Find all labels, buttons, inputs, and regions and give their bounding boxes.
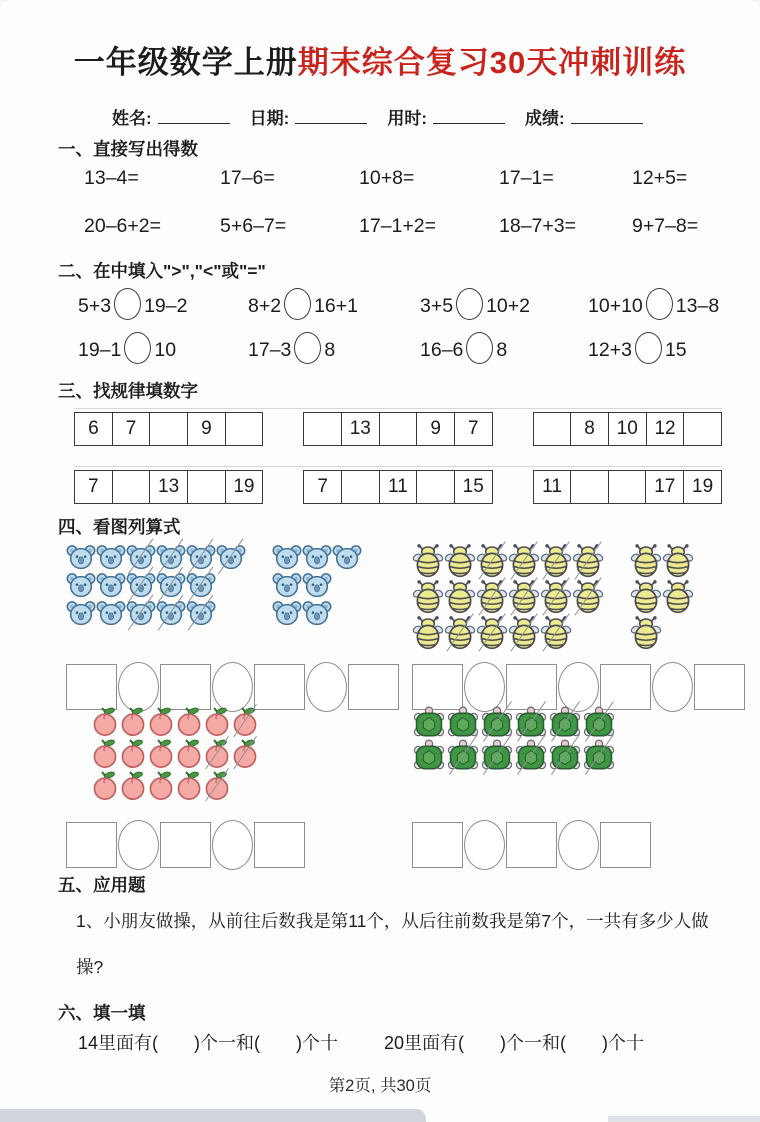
animal-row [630,616,694,650]
koala-icon [96,544,126,570]
photo-edge-artifact [0,1109,426,1122]
koala-icon [272,572,302,598]
turtle-icon [412,739,446,770]
photo-edge-artifact [608,1116,760,1122]
apple-icon [231,706,259,736]
compare-item [78,288,248,320]
animal-row [412,616,604,650]
compare-left-expression: 16–6 [420,339,464,361]
animal-row [66,544,246,570]
compare-item [420,332,588,364]
strip-row [74,408,722,446]
koala-icon [272,544,302,570]
apple-icon [119,738,147,768]
section2-rows [0,288,760,364]
answer-box-square[interactable] [506,664,557,710]
compare-right-expression: 16+1 [314,295,359,317]
strip-cell: 8 [571,413,609,446]
compare-answer-circle[interactable] [466,332,493,364]
equation-answer-boxes [412,820,760,870]
strip-cell: 7 [75,471,113,504]
strip-cell: 10 [608,413,646,446]
strip-empty-cell[interactable] [608,471,645,504]
number-strip [74,470,263,504]
compare-left-expression: 8+2 [248,295,282,317]
turtle-icon [582,739,616,770]
compare-answer-circle[interactable] [646,288,673,320]
answer-box-circle[interactable] [464,662,505,712]
compare-right-expression: 10+2 [486,295,531,317]
animal-row [272,600,362,626]
compare-right-expression: 10 [154,339,177,361]
number-strip [303,412,492,446]
compare-right-expression: 19–2 [144,295,188,317]
compare-item [78,332,248,364]
math-expression: 20–6+2= [84,215,162,237]
compare-item [588,288,760,320]
math-expression: 17–6= [220,167,275,189]
apple-icon [175,738,203,768]
koala-icon [272,600,302,626]
answer-box-square[interactable] [694,664,745,710]
strip-cell: 9 [188,413,226,446]
info-field [250,109,388,128]
info-field-label: 日期: [249,109,290,128]
animal-block [66,544,246,628]
apple-icon [147,706,175,736]
bee-icon [412,580,444,614]
apple-picture-problem [91,706,412,802]
animal-row [66,600,246,626]
bee-icon [572,544,604,578]
answer-shapes-row [66,820,760,868]
compare-right-expression: 13–8 [675,295,720,317]
fill-in-item: 14里面有( )个一和( )个十 [78,1033,338,1053]
picture-row [66,706,760,802]
turtle-icon [514,739,548,770]
apple-icon [119,770,147,800]
animal-block [412,706,616,772]
compare-right-expression: 8 [496,339,508,361]
compare-left-expression: 12+3 [588,339,632,361]
bee-icon [412,616,444,650]
section1-rows [0,166,760,238]
animal-row [66,572,246,598]
animal-row [412,544,604,578]
koala-icon [302,600,332,626]
animal-row [412,580,604,614]
strip-cell: 6 [75,413,113,446]
bee-icon [444,544,476,578]
compare-answer-circle[interactable] [124,332,151,364]
calc-row [84,214,760,238]
math-expression: 13–4= [84,167,139,189]
koala-icon [186,600,216,626]
compare-left-expression: 3+5 [420,295,454,317]
strip-cell: 19 [225,471,263,504]
apple-icon [91,738,119,768]
section3-strips [0,408,760,504]
answer-box-square[interactable] [66,822,117,868]
answer-box-square[interactable] [412,664,463,710]
strip-cell: 15 [454,471,492,504]
section3-heading: 三、找规律填数字 [58,381,198,401]
section6-heading: 六、填一填 [58,1003,146,1023]
turtle-picture-problem [412,706,760,802]
apple-icon [147,770,175,800]
bee-icon [630,580,662,614]
compare-item [248,288,420,320]
info-field [525,109,643,128]
turtle-icon [446,706,480,737]
turtle-icon [480,706,514,737]
math-expression: 5+6–7= [220,215,287,237]
compare-answer-circle[interactable] [284,288,311,320]
koala-icon [156,600,186,626]
section4-heading: 四、看图列算式 [58,517,181,537]
title-red: 期末综合复习30天冲刺训练 [297,45,687,80]
answer-box-square[interactable] [348,664,399,710]
koala-icon [96,600,126,626]
strip-cell: 13 [150,471,188,504]
compare-item [420,288,588,320]
bee-icon [508,616,540,650]
bee-icon [508,580,540,614]
animal-block [91,706,259,802]
bee-icon [444,580,476,614]
answer-box-circle[interactable] [558,820,599,870]
compare-answer-circle[interactable] [294,332,321,364]
apple-icon [203,770,231,800]
bee-icon [444,616,476,650]
answer-box-circle[interactable] [118,820,159,870]
compare-left-expression: 10+10 [588,295,643,317]
animal-block [412,544,604,652]
strip-cell: 12 [646,413,684,446]
equation-answer-boxes [412,662,760,712]
compare-left-expression: 19–1 [78,339,122,361]
page-title [0,0,760,82]
animal-block [272,544,362,628]
answer-box-circle[interactable] [558,662,599,712]
answer-shapes-row [66,662,760,710]
answer-box-circle[interactable] [212,820,253,870]
koala-icon [66,600,96,626]
apple-icon [147,738,175,768]
bee-icon [572,580,604,614]
answer-blank[interactable] [571,108,643,124]
strip-row [74,466,722,504]
apple-icon [175,770,203,800]
koala-icon [66,572,96,598]
math-expression: 9+7–8= [632,215,699,237]
picture-problems [0,544,760,868]
answer-box-circle[interactable] [306,662,347,712]
answer-box-square[interactable] [412,822,463,868]
animal-row [412,706,616,737]
answer-blank[interactable] [158,108,230,124]
koala-icon [302,572,332,598]
answer-box-circle[interactable] [652,662,693,712]
bee-icon [540,616,572,650]
info-row [112,104,760,128]
info-field-label: 姓名: [112,109,152,128]
strip-cell: 9 [417,413,455,446]
koala-icon [66,544,96,570]
koala-icon [302,544,332,570]
animal-row [630,544,694,578]
animal-row [272,544,362,570]
compare-right-expression: 15 [664,339,687,361]
answer-blank[interactable] [433,108,505,124]
turtle-icon [548,706,582,737]
equation-answer-boxes [66,820,412,870]
apple-icon [175,706,203,736]
word-problem: 1、小朋友做操，从前往后数我是第11个，从后往前数我是第7个，一共有多少人做操? [76,911,709,977]
section5-heading: 五、应用题 [58,875,146,895]
strip-empty-cell[interactable] [417,471,455,504]
strip-cell: 7 [454,413,492,446]
strip-empty-cell[interactable] [112,471,150,504]
number-strip [533,470,722,504]
answer-blank[interactable] [295,108,367,124]
apple-icon [119,706,147,736]
turtle-icon [446,739,480,770]
number-strip [303,470,492,504]
bee-icon [476,616,508,650]
section1-heading: 一、直接写出得数 [58,139,198,159]
koala-icon [216,544,246,570]
koala-icon [332,544,362,570]
strip-empty-cell[interactable] [304,413,342,446]
compare-item [588,332,760,364]
strip-empty-cell[interactable] [341,471,379,504]
number-strip [533,412,722,446]
animal-row [412,739,616,770]
bee-icon [540,544,572,578]
info-field-label: 用时: [387,109,428,128]
answer-box-square[interactable] [600,664,651,710]
bee-icon [476,544,508,578]
math-expression: 17–1+2= [359,215,437,237]
apple-icon [91,706,119,736]
picture-row [66,544,760,652]
koala-icon [96,572,126,598]
bee-icon [630,616,662,650]
calc-row [84,166,760,190]
turtle-icon [412,706,446,737]
compare-left-expression: 17–3 [248,339,292,361]
answer-box-square[interactable] [254,664,305,710]
animal-block [630,544,694,652]
compare-right-expression: 8 [324,339,336,361]
info-field [112,109,250,128]
equation-answer-boxes [66,662,412,712]
strip-cell: 11 [379,471,417,504]
math-expression: 17–1= [499,167,554,189]
strip-cell: 17 [646,471,684,504]
compare-answer-circle[interactable] [635,332,662,364]
answer-box-circle[interactable] [464,820,505,870]
apple-icon [91,770,119,800]
math-expression: 18–7+3= [499,215,577,237]
answer-box-circle[interactable] [118,662,159,712]
turtle-icon [514,706,548,737]
turtle-icon [548,739,582,770]
strip-empty-cell[interactable] [379,413,417,446]
answer-box-square[interactable] [160,822,211,868]
compare-row [78,332,760,364]
strip-empty-cell[interactable] [187,471,225,504]
animal-row [630,580,694,614]
turtle-icon [480,739,514,770]
apple-icon [203,738,231,768]
apple-icon [231,738,259,768]
strip-cell: 19 [684,471,722,504]
answer-box-square[interactable] [506,822,557,868]
fill-in-items [78,1032,760,1054]
strip-empty-cell[interactable] [150,413,188,446]
title-black: 一年级数学上册 [73,45,298,80]
strip-cell: 11 [533,471,571,504]
animal-row [91,738,259,768]
bee-icon [476,580,508,614]
math-expression: 12+5= [632,167,688,189]
bee-icon [540,580,572,614]
koala-picture-problem [66,544,412,652]
animal-row [272,572,362,598]
answer-box-square[interactable] [160,664,211,710]
compare-answer-circle[interactable] [114,288,141,320]
answer-box-square[interactable] [600,822,651,868]
strip-cell: 7 [304,471,342,504]
fill-in-item: 20里面有( )个一和( )个十 [384,1033,644,1053]
info-field [387,109,525,128]
section2-heading: 二、在中填入">","<"或"=" [58,261,266,281]
strip-empty-cell[interactable] [684,413,722,446]
compare-left-expression: 5+3 [78,295,112,317]
apple-icon [203,706,231,736]
animal-row [91,706,259,736]
strip-empty-cell[interactable] [533,413,571,446]
info-field-label: 成绩: [525,109,565,128]
bee-icon [412,544,444,578]
bee-picture-problem [412,544,760,652]
page-number: 第2页, 共30页 [328,1077,432,1095]
answer-box-square[interactable] [66,664,117,710]
compare-row [78,288,760,320]
number-strip [74,412,263,446]
math-expression: 10+8= [359,167,415,189]
bee-icon [662,544,694,578]
compare-item [248,332,420,364]
strip-empty-cell[interactable] [571,471,608,504]
bee-icon [662,580,694,614]
answer-box-circle[interactable] [212,662,253,712]
answer-box-square[interactable] [254,822,305,868]
turtle-icon [582,706,616,737]
bee-icon [630,544,662,578]
strip-empty-cell[interactable] [225,413,263,446]
animal-row [91,770,259,800]
compare-answer-circle[interactable] [456,288,483,320]
bee-icon [508,544,540,578]
koala-icon [126,600,156,626]
strip-cell: 7 [112,413,150,446]
strip-cell: 13 [341,413,379,446]
